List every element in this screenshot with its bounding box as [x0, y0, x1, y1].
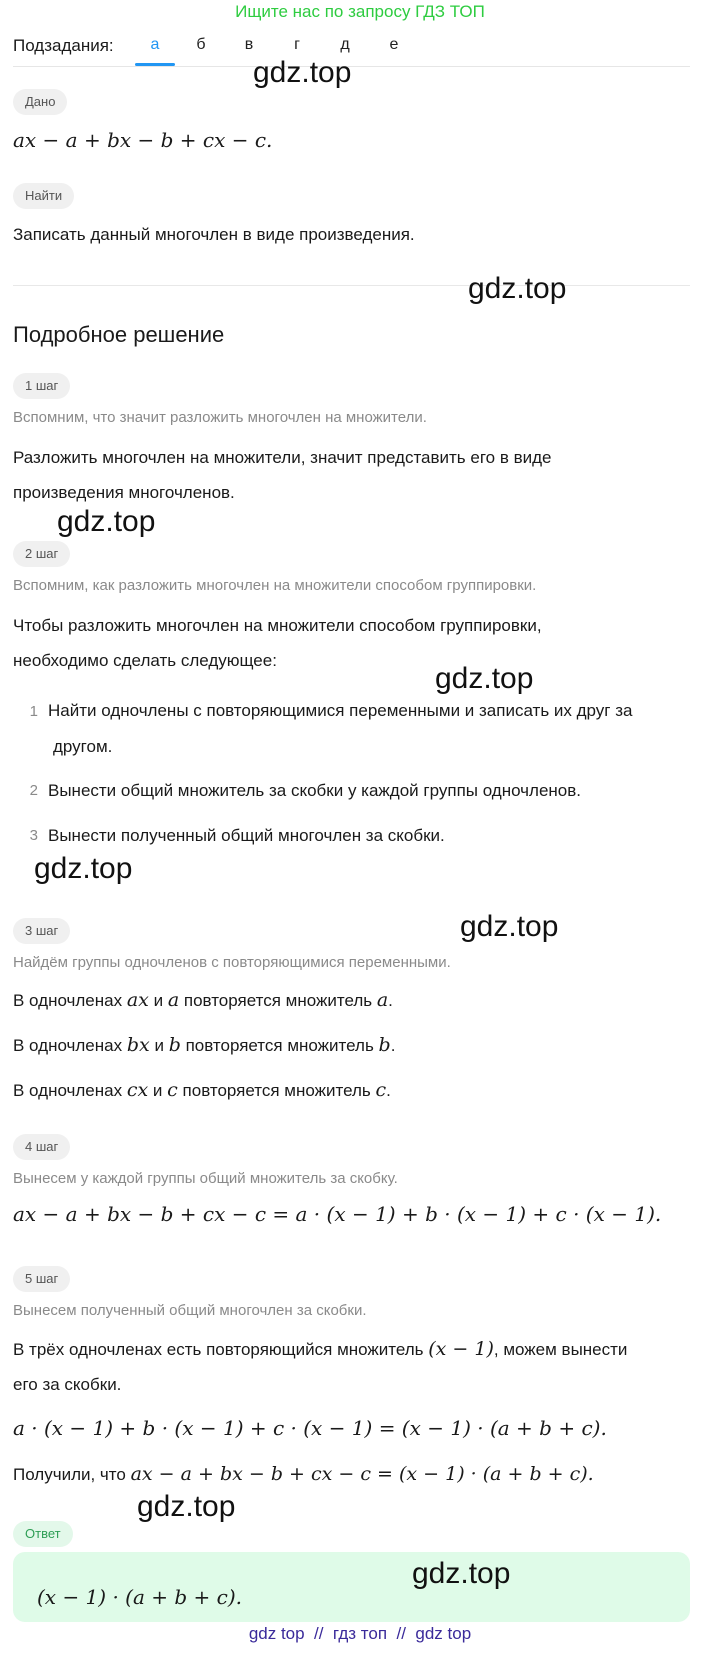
- step-3-row: В одночленах bx и b повторяется множитель b.: [13, 1034, 396, 1056]
- step-1-line: Разложить многочлен на множители, значит представить его в виде: [13, 448, 552, 467]
- step-3-row: В одночленах ax и a повторяется множитель a.: [13, 989, 393, 1011]
- list-number: 2: [29, 782, 38, 799]
- list-number: 1: [29, 703, 38, 720]
- step-4-badge: 4 шаг: [13, 1134, 70, 1160]
- watermark: gdz.top: [57, 505, 156, 538]
- tab-d[interactable]: д: [340, 36, 350, 53]
- step-5-expression: a · (x − 1) + b · (x − 1) + c · (x − 1) = (x − 1) · (a + b + c).: [13, 1416, 607, 1440]
- answer-badge: Ответ: [13, 1521, 73, 1547]
- step-5-line: его за скобки.: [13, 1375, 122, 1394]
- list-number: 3: [29, 827, 38, 844]
- list-item-text: Вынести общий множитель за скобки у каждой группы одночленов.: [48, 781, 582, 800]
- footer-links[interactable]: gdz top // гдз топ // gdz top: [248, 1624, 472, 1643]
- watermark: gdz.top: [412, 1557, 511, 1590]
- find-text: Записать данный многочлен в виде произведения.: [13, 225, 415, 244]
- step-3-badge: 3 шаг: [13, 918, 70, 944]
- step-4-hint: Вынесем у каждой группы общий множитель за скобку.: [13, 1170, 398, 1187]
- watermark: gdz.top: [435, 662, 534, 695]
- step-2-badge: 2 шаг: [13, 541, 70, 567]
- tab-b[interactable]: б: [196, 36, 206, 53]
- tabs-divider: [13, 66, 690, 67]
- solution-title: Подробное решение: [13, 322, 225, 347]
- tab-a[interactable]: а: [150, 36, 160, 53]
- search-banner: Ищите нас по запросу ГДЗ ТОП: [235, 2, 485, 21]
- tab-e[interactable]: е: [389, 36, 399, 53]
- step-4-expression: ax − a + bx − b + cx − c = a · (x − 1) + b · (x − 1) + c · (x − 1).: [13, 1202, 662, 1226]
- step-2-line: Чтобы разложить многочлен на множители способом группировки,: [13, 616, 542, 635]
- list-item-text: Вынести полученный общий многочлен за скобки.: [48, 826, 445, 845]
- subtasks-label: Подзадания:: [13, 36, 114, 55]
- step-1-hint: Вспомним, что значит разложить многочлен на множители.: [13, 409, 427, 426]
- step-2-line: необходимо сделать следующее:: [13, 651, 277, 670]
- given-expression: ax − a + bx − b + cx − c.: [13, 128, 273, 152]
- watermark: gdz.top: [460, 910, 559, 943]
- watermark: gdz.top: [137, 1490, 236, 1523]
- step-1-line: произведения многочленов.: [13, 483, 235, 502]
- step-2-hint: Вспомним, как разложить многочлен на множители способом группировки.: [13, 577, 537, 594]
- list-item-text: другом.: [53, 737, 113, 756]
- tab-g[interactable]: г: [294, 36, 300, 53]
- step-5-hint: Вынесем полученный общий многочлен за скобки.: [13, 1302, 367, 1319]
- step-5-badge: 5 шаг: [13, 1266, 70, 1292]
- answer-expression: (x − 1) · (a + b + c).: [37, 1585, 242, 1609]
- tab-v[interactable]: в: [244, 36, 254, 53]
- watermark: gdz.top: [34, 852, 133, 885]
- step-3-hint: Найдём группы одночленов с повторяющимися переменными.: [13, 954, 451, 971]
- watermark: gdz.top: [253, 56, 352, 89]
- section-divider: [13, 285, 690, 286]
- watermark: gdz.top: [468, 272, 567, 305]
- step-1-badge: 1 шаг: [13, 373, 70, 399]
- list-item-text: Найти одночлены с повторяющимися переменными и записать их друг за: [48, 701, 633, 720]
- step-5-result: Получили, что ax − a + bx − b + cx − c = (x − 1) · (a + b + c).: [13, 1463, 594, 1485]
- step-5-line: В трёх одночленах есть повторяющийся множитель (x − 1), можем вынести: [13, 1338, 628, 1360]
- step-3-row: В одночленах cx и c повторяется множитель c.: [13, 1079, 391, 1101]
- given-badge: Дано: [13, 89, 67, 115]
- find-badge: Найти: [13, 183, 74, 209]
